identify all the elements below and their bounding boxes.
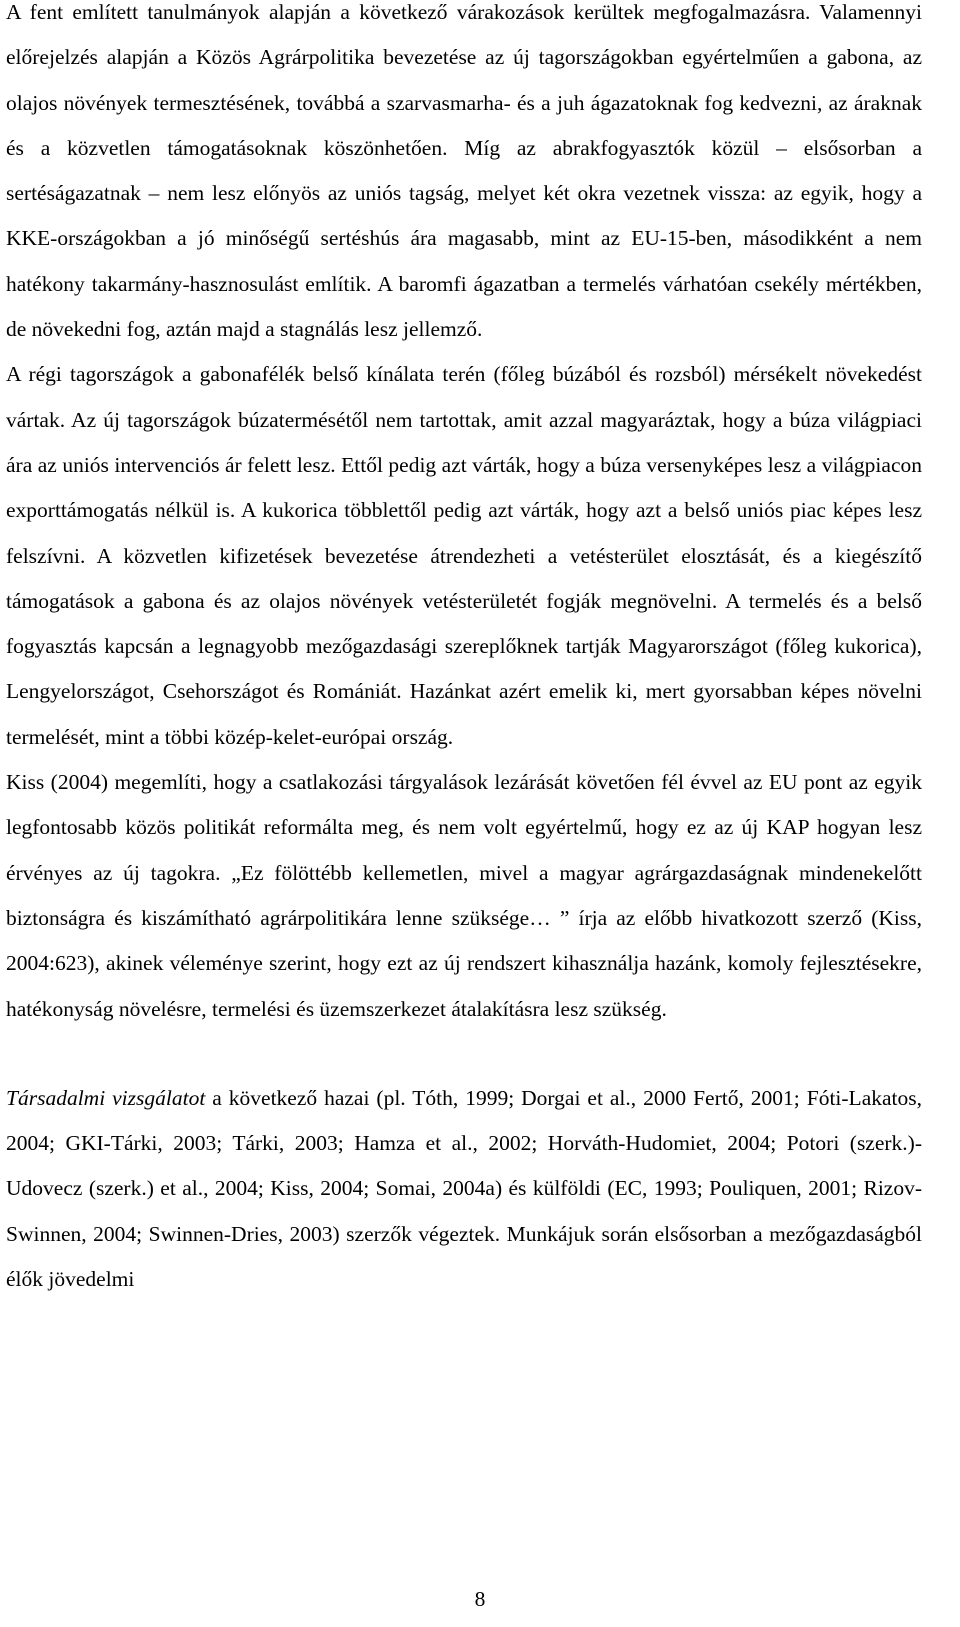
paragraph-expectations: A fent említett tanulmányok alapján a következő várakozások kerültek megfogalmazásra. Valamennyi előrejelzés alapján a Közös Agrárpolitika bevezetése az új tagországokban egyértelműen a gabona, az olajos növények termesztésének, továbbá a szarvasmarha- és a juh ágazatoknak fog kedvezni, az áraknak és a közvetlen támogatásoknak köszönhetően. Míg az abrakfogyasztók közül – elsősorban a sertéságazatnak – nem lesz előnyös az uniós tagság, melyet két okra vezetnek vissza: az egyik, hogy a KKE-országokban a jó minőségű sertéshús ára magasabb, mint az EU-15-ben, másodikként a nem hatékony takarmány-hasznosulást említik. A baromfi ágazatban a termelés várhatóan csekély mértékben, de növekedni fog, aztán majd a stagnálás lesz jellemző. [6, 0, 922, 342]
page-number: 8 [474, 1587, 486, 1611]
document-page [6, 0, 922, 1302]
italic-lead-text: Társadalmi vizsgálatot [6, 1085, 206, 1110]
paragraph-kiss-2004: Kiss (2004) megemlíti, hogy a csatlakozási tárgyalások lezárását követően fél évvel az EU pont az egyik legfontosabb közös politikát reformálta meg, és nem volt egyértelmű, hogy ez az új KAP hogyan lesz érvényes az új tagokra. „Ez fölöttébb kellemetlen, mivel a magyar agrárgazdaságnak mindenekelőtt biztonságra és kiszámítható agrárpolitikára lenne szüksége… ” írja az előbb hivatkozott szerző (Kiss, 2004:623), akinek véleménye szerint, hogy ezt az új rendszert kihasználja hazánk, komoly fejlesztésekre, hatékonyság növelésre, termelési és üzemszerkezet átalakításra lesz szükség. [6, 770, 922, 1021]
paragraph-grain-supply: A régi tagországok a gabonafélék belső kínálata terén (főleg búzából és rozsból) mérsékelt növekedést vártak. Az új tagországok búzatermésétől nem tartottak, amit azzal magyaráztak, hogy a búza világpiaci ára az uniós intervenciós ár felett lesz. Ettől pedig azt várták, hogy a búza versenyképes lesz a világpiacon exporttámogatás nélkül is. A kukorica többlettől pedig azt várták, hogy azt a belső uniós piac képes lesz felszívni. A közvetlen kifizetések bevezetése átrendezheti a vetésterület elosztását, és a kiegészítő támogatások a gabona és az olajos növények vetésterületét fogják megnövelni. A termelés és a belső fogyasztás kapcsán a legnagyobb mezőgazdasági szereplőknek tartják Magyarországot (főleg kukorica), Lengyelországot, Csehországot és Romániát. Hazánkat azért emelik ki, mert gyorsabban képes növelni termelését, mint a többi közép-kelet-európai ország. [6, 362, 922, 749]
paragraph-body-text: a következő hazai (pl. Tóth, 1999; Dorgai et al., 2000 Fertő, 2001; Fóti-Lakatos, 2004; GKI-Tárki, 2003; Tárki, 2003; Hamza et al., 2002; Horváth-Hudomiet, 2004; Potori (szerk.)-Udovecz (szerk.) et al., 2004; Kiss, 2004; Somai, 2004a) és külföldi (EC, 1993; Pouliquen, 2001; Rizov-Swinnen, 2004; Swinnen-Dries, 2003) szerzők végeztek. Munkájuk során elsősorban a mezőgazdaságból élők jövedelmi [6, 1085, 922, 1292]
paragraph-social-studies [6, 1076, 922, 1302]
